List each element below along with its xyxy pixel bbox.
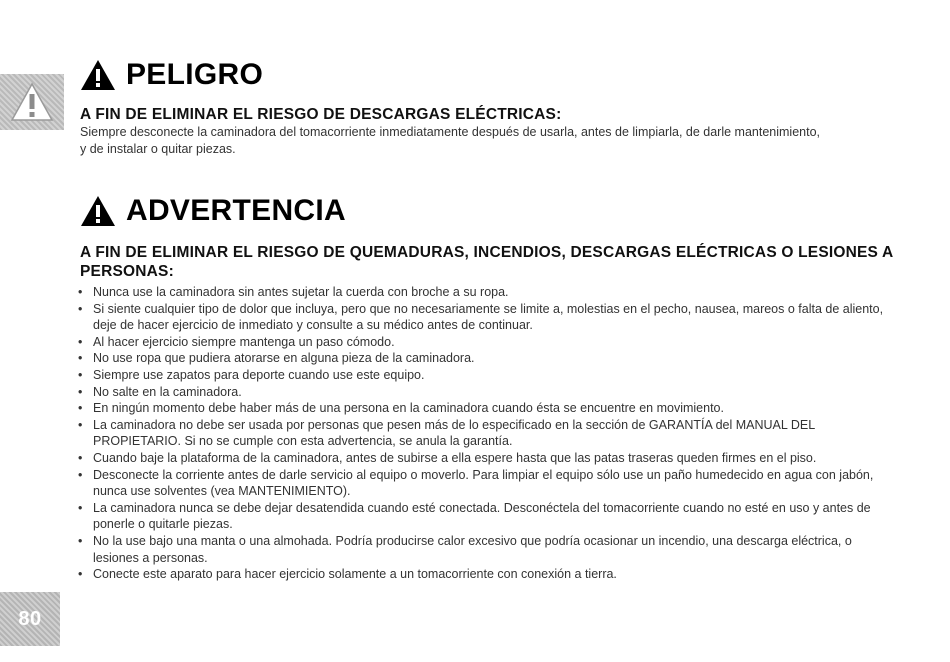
list-item: • Si siente cualquier tipo de dolor que incluya, pero que no necesariamente se limite a, molestias en el pecho, nausea, mareos o falta de aliento, deje de hacer ejercicio de inmediato y consulte a su médico antes de continuar. [78, 301, 900, 334]
warning-triangle-icon [80, 59, 116, 91]
list-item: • Nunca use la caminadora sin antes sujetar la cuerda con broche a su ropa. [78, 284, 900, 301]
list-item: • No la use bajo una manta o una almohada. Podría producirse calor excesivo que podría ocasionar un incendio, una descarga eléctrica, o lesiones a personas. [78, 533, 900, 566]
advertencia-heading [80, 194, 346, 228]
advertencia-title: ADVERTENCIA [126, 194, 346, 227]
list-item: • La caminadora no debe ser usada por personas que pesen más de lo especificado en la sección de GARANTÍA del MANUAL DEL PROPIETARIO. Si no se cumple con esta advertencia, se anula la garantía. [78, 417, 900, 450]
page-number: 80 [18, 607, 42, 630]
peligro-title: PELIGRO [126, 58, 264, 91]
list-item: • Cuando baje la plataforma de la caminadora, antes de subirse a ella espere hasta que las patas traseras queden firmes en el piso. [78, 450, 900, 467]
list-item: • No use ropa que pudiera atorarse en alguna pieza de la caminadora. [78, 350, 900, 367]
list-item: • Conecte este aparato para hacer ejercicio solamente a un tomacorriente con conexión a tierra. [78, 566, 900, 583]
side-warning-tab [0, 74, 64, 130]
list-item: • En ningún momento debe haber más de una persona en la caminadora cuando ésta se encuentre en movimiento. [78, 400, 900, 417]
warning-triangle-icon [10, 82, 54, 122]
list-item: • Siempre use zapatos para deporte cuando use este equipo. [78, 367, 900, 384]
list-item: • La caminadora nunca se debe dejar desatendida cuando esté conectada. Desconéctela del tomacorriente cuando no esté en uso y antes de ponerle o quitarle piezas. [78, 500, 900, 533]
list-item: • Desconecte la corriente antes de darle servicio al equipo o moverlo. Para limpiar el equipo sólo use un paño humedecido en agua con jabón, nunca use solventes (vea MANTENIMIENTO). [78, 467, 900, 500]
peligro-subtitle: A FIN DE ELIMINAR EL RIESGO DE DESCARGAS ELÉCTRICAS: [80, 106, 562, 123]
warning-triangle-icon [80, 195, 116, 227]
peligro-text: Siempre desconecte la caminadora del tomacorriente inmediatamente después de usarla, antes de limpiarla, de darle mantenimiento, y de instalar o quitar piezas. [80, 125, 820, 156]
advertencia-subtitle: A FIN DE ELIMINAR EL RIESGO DE QUEMADURAS, INCENDIOS, DESCARGAS ELÉCTRICAS O LESIONES A PERSONAS: [80, 244, 893, 280]
page-number-tab [0, 592, 60, 646]
list-item: • Al hacer ejercicio siempre mantenga un paso cómodo. [78, 334, 900, 351]
list-item: • No salte en la caminadora. [78, 384, 900, 401]
peligro-heading [80, 58, 263, 92]
advertencia-list [78, 284, 900, 583]
